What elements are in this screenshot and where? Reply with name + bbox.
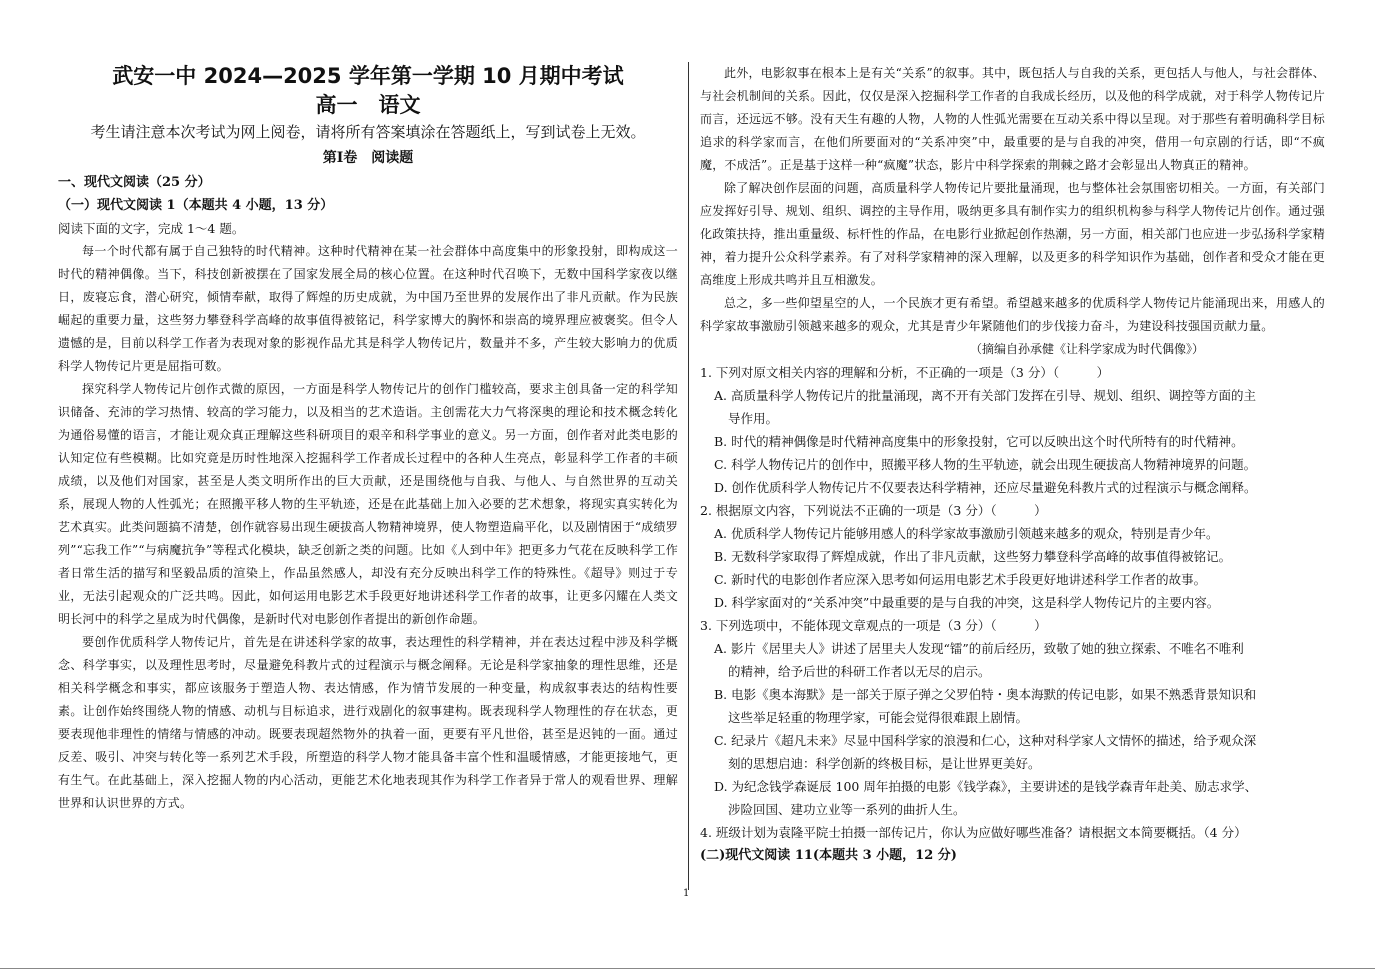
q2-option-a: A. 优质科学人物传记片能够用感人的科学家故事激励引领越来越多的观众，特别是青少年。 [714, 526, 1219, 541]
passage-paragraph-5: 除了解决创作层面的问题，高质量科学人物传记片要批量涌现，也与整体社会氛围密切相关。一方面，有关部门应发挥好引导、规划、组织、调控的主导作用，吸纳更多具有制作实力的组织机构参与科学人物传记片创作。通过强化政策扶持，推出重量级、标杆性的作品，在电影行业掀起创作热潮，另一方面，相关部门也应进一步弘扬科学家精神，着力提升公众科学素养。有了对科学家精神的深入理解，以及更多的科学知识作为基础，创作者和受众才能在更高维度上形成共鸣并且互相激发。 [700, 181, 1325, 287]
q1-option-d: D. 创作优质科学人物传记片不仅要表达科学精神，还应尽量避免科教片式的过程演示与概念阐释。 [714, 480, 1257, 495]
question-4: 4. 班级计划为袁隆平院士拍摄一部传记片，你认为应做好哪些准备？请根据文本简要概括。（4 分） [700, 825, 1247, 840]
q2-option-d: D. 科学家面对的“关系冲突”中最重要的是与自我的冲突，这是科学人物传记片的主要内容。 [714, 595, 1220, 610]
reading-instruction: 阅读下面的文字，完成 1～4 题。 [58, 221, 245, 236]
q1-option-b: B. 时代的精神偶像是时代精神高度集中的形象投射，它可以反映出这个时代所特有的时代精神。 [714, 434, 1244, 449]
question-3: 3. 下列选项中，不能体现文章观点的一项是（3 分）（ ） [700, 618, 1047, 633]
subsection-heading: （一）现代文阅读 1（本题共 4 小题，13 分） [58, 198, 334, 213]
question-1: 1. 下列对原文相关内容的理解和分析，不正确的一项是（3 分）（ ） [700, 365, 1110, 380]
passage-paragraph-2: 探究科学人物传记片创作式微的原因，一方面是科学人物传记片的创作门槛较高，要求主创具备一定的科学知识储备、充沛的学习热情、较高的学习能力，以及相当的艺术造诣。主创需花大力气将深奥的理论和技术概念转化为通俗易懂的语言，才能让观众真正理解这些科研项目的艰辛和科学事业的意义。另一方面，创作者对此类电影的认知定位有些模糊。比如究竟是历时性地深入挖掘科学工作者成长过程中的各种人生亮点，彰显科学工作者的丰硕成绩，以及他们对国家，甚至是人类文明所作出的巨大贡献，还是围绕他与自我、与他人、与自然世界的互动关系，展现人物的人性弧光；在照搬平移人物的生平轨迹，还是在此基础上加入必要的艺术想象，将现实真实转化为艺术真实。此类问题搞不清楚，创作就容易出现生硬拔高人物精神境界，使人物塑造扁平化，以及剧情困于“成绩罗列”“忘我工作”“与病魔抗争”等程式化模块，缺乏创新之类的问题。比如《人到中年》把更多力气花在反映科学工作者日常生活的描写和坚毅品质的渲染上，作品虽然感人，却没有充分反映出科学工作的特殊性。《超导》则过于专业，无法引起观众的广泛共鸣。因此，如何运用电影艺术手段更好地讲述科学工作者的故事，让更多闪耀在人类文明长河中的科学之星成为时代偶像，是新时代对电影创作者提出的新创作命题。 [58, 382, 678, 626]
passage-source: （摘编自孙承健《让科学家成为时代偶像》） [970, 342, 1205, 356]
q3-option-b: B. 电影《奥本海默》是一部关于原子弹之父罗伯特・奥本海默的传记电影，如果不熟悉背景知识和 这些举足轻重的物理学家，可能会觉得很难跟上剧情。 [714, 687, 1257, 725]
section-heading: 一、现代文阅读（25 分） [58, 175, 211, 190]
q3-option-a: A. 影片《居里夫人》讲述了居里夫人发现“镭”的前后经历，致敬了她的独立探索、不唯名不唯利 的精神，给予后世的科研工作者以无尽的启示。 [714, 641, 1244, 679]
q2-option-b: B. 无数科学家取得了辉煌成就，作出了非凡贡献，这些努力攀登科学高峰的故事值得被铭记。 [714, 549, 1232, 564]
page-number: 1 [683, 888, 690, 899]
left-column [58, 62, 678, 815]
column-divider [688, 62, 689, 890]
exam-subtitle: 高一 语文 [315, 93, 421, 117]
q1-option-a: A. 高质量科学人物传记片的批量涌现，离不开有关部门发挥在引导、规划、组织、调控等方面的主 导作用。 [714, 388, 1256, 426]
q3-option-d: D. 为纪念钱学森诞辰 100 周年拍摄的电影《钱学森》，主要讲述的是钱学森青年赴美、励志求学、 涉险回国、建功立业等一系列的曲折人生。 [714, 779, 1258, 817]
q2-option-c: C. 新时代的电影创作者应深入思考如何运用电影艺术手段更好地讲述科学工作者的故事。 [714, 572, 1207, 587]
passage-paragraph-6: 总之，多一些仰望星空的人，一个民族才更有希望。希望越来越多的优质科学人物传记片能涌现出来，用感人的科学家故事激励引领越来越多的观众，尤其是青少年紧随他们的步伐接力奋斗，为建设科技强国贡献力量。 [700, 296, 1325, 333]
q3-option-c: C. 纪录片《超凡未来》尽显中国科学家的浪漫和仁心，这种对科学家人文情怀的描述，给予观众深 刻的思想启迪：科学创新的终极目标，是让世界更美好。 [714, 733, 1257, 771]
page-bottom-edge [0, 968, 1375, 969]
passage-paragraph-4: 此外，电影叙事在根本上是有关“关系”的叙事。其中，既包括人与自我的关系，更包括人与他人，与社会群体、与社会机制间的关系。因此，仅仅是深入挖掘科学工作者的自我成长经历，以及他的科学成就，对于科学人物传记片而言，还远远不够。没有天生有趣的人物，人物的人性弧光需要在互动关系中得以呈现。对于那些有着明确科学目标追求的科学家而言，在他们所要面对的“关系冲突”中，最重要的是与自我的冲突，借用一句京剧的行话，即“不疯魔，不成活”。正是基于这样一种“疯魔”状态，影片中科学探索的荆棘之路才会彰显出人物真正的精神。 [700, 66, 1325, 172]
exam-notice: 考生请注意本次考试为网上阅卷，请将所有答案填涂在答题纸上，写到试卷上无效。 [90, 123, 646, 141]
exam-title: 武安一中 2024—2025 学年第一学期 10 月期中考试 [112, 64, 624, 88]
q1-option-c: C. 科学人物传记片的创作中，照搬平移人物的生平轨迹，就会出现生硬拔高人物精神境界的问题。 [714, 457, 1257, 472]
right-column [700, 62, 1325, 867]
subsection-heading-2: (二)现代文阅读 11(本题共 3 小题，12 分) [700, 848, 957, 863]
part-title: 第Ⅰ卷 阅读题 [322, 150, 414, 166]
passage-paragraph-3: 要创作优质科学人物传记片，首先是在讲述科学家的故事，表达理性的科学精神，并在表达过程中涉及科学概念、科学事实，以及理性思考时，尽量避免科教片式的过程演示与概念阐释。无论是科学家抽象的理性思维，还是相关科学概念和事实，都应该服务于塑造人物、表达情感，作为情节发展的一种变量，构成叙事表达的结构性要素。让创作始终围绕人物的情感、动机与目标追求，进行戏剧化的叙事建构。既表现科学人物理性的存在状态，更要表现他非理性的情绪与情感的冲动。既要表现超然物外的执着一面，更要有平凡世俗，甚至是迟钝的一面。通过反差、吸引、冲突与转化等一系列艺术手段，所塑造的科学人物才能具备丰富个性和温暖情感，才能更接地气，更有生气。在此基础上，深入挖掘人物的内心活动，更能艺术化地表现其作为科学工作者异于常人的观看世界、理解世界和认识世界的方式。 [58, 635, 678, 810]
question-2: 2. 根据原文内容，下列说法不正确的一项是（3 分）（ ） [700, 503, 1047, 518]
passage-paragraph-1: 每一个时代都有属于自己独特的时代精神。这种时代精神在某一社会群体中高度集中的形象投射，即构成这一时代的精神偶像。当下，科技创新被摆在了国家发展全局的核心位置。在这种时代召唤下，无数中国科学家夜以继日，废寝忘食，潜心研究，倾情奉献，取得了辉煌的历史成就，为中国乃至世界的发展作出了非凡贡献。作为民族崛起的重要力量，这些努力攀登科学高峰的故事值得被铭记，科学家博大的胸怀和崇高的境界理应被褒奖。但令人遗憾的是，目前以科学工作者为表现对象的影视作品尤其是科学人物传记片，数量并不多，产生较大影响力的优质科学人物传记片更是屈指可数。 [58, 244, 678, 373]
